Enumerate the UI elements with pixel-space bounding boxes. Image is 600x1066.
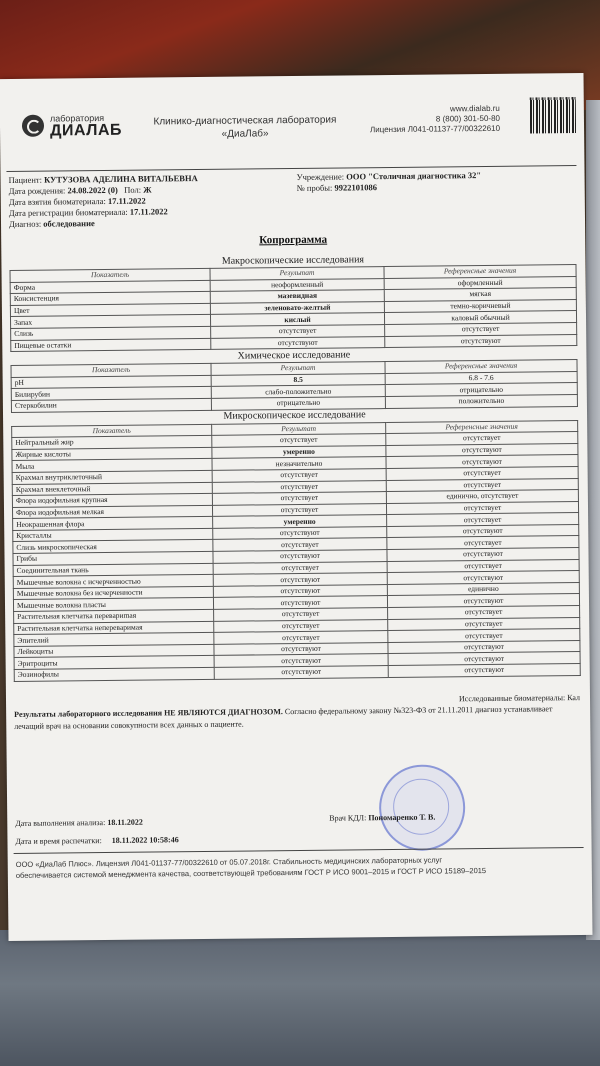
analysis-date-value: 18.11.2022	[107, 817, 143, 827]
param-name: Нейтральный жир	[12, 436, 212, 450]
result-value: отсутствуют	[213, 550, 387, 563]
reference-value: отсутствует	[385, 323, 577, 337]
biomaterial-note: Исследованные биоматериалы: Кал	[458, 693, 581, 704]
result-value: отсутствуют	[211, 336, 385, 349]
param-name: Билирубин	[11, 387, 211, 401]
patient-name-value: КУТУЗОВА АДЕЛИНА ВИТАЛЬЕВНА	[44, 173, 198, 185]
result-value: отрицательно	[211, 396, 385, 409]
reference-value: единично	[387, 582, 579, 596]
reference-value: единично, отсутствует	[386, 490, 578, 504]
result-value: отсутствует	[214, 631, 388, 644]
result-value: незначительно	[212, 457, 386, 470]
lab-report-sheet	[0, 73, 592, 941]
column-header-reference: Референсные значения	[385, 360, 577, 374]
background-jeans	[0, 930, 600, 1066]
param-name: Соединительная ткань	[13, 563, 213, 577]
reference-value: отсутствуют	[388, 664, 580, 678]
print-value: 18.11.2022 10:58:46	[111, 835, 179, 845]
result-value: отсутствует	[212, 503, 386, 516]
section-title: Микроскопическое исследование	[223, 409, 366, 422]
param-name: Кристаллы	[13, 528, 213, 542]
diagnosis	[9, 218, 95, 229]
legal-line2: обеспечивается системой менеджмента качества, соответствующей требованиям ГОСТ Р ИСО 9001–2015 и ГОСТ Р ИСО 15189–2015	[15, 866, 487, 880]
analysis-date-label: Дата выполнения анализа:	[15, 818, 106, 828]
section-title: Химическое исследование	[237, 349, 351, 362]
result-value: отсутствуют	[213, 584, 387, 597]
reference-value: отсутствует	[387, 536, 579, 550]
param-name: Растительная клетчатка перевариmая	[14, 609, 214, 623]
result-value: отсутствуют	[213, 573, 387, 586]
param-name: Крахмал внутриклеточный	[12, 470, 212, 484]
reference-value: отсутствуют	[385, 334, 577, 348]
lab-title-line1: Клинико-диагностическая лаборатория	[153, 114, 337, 128]
sex-label: Пол:	[124, 184, 142, 195]
reference-value: отсутствует	[386, 466, 578, 480]
column-header-param: Показатель	[10, 268, 210, 282]
sample-taken	[9, 196, 146, 207]
birth-label: Дата рождения:	[8, 185, 66, 196]
reference-value: отсутствуют	[387, 524, 579, 538]
laboratory-stamp	[379, 764, 466, 851]
reference-value: отсутствуют	[386, 455, 578, 469]
param-name: Пищевые остатки	[11, 338, 211, 352]
result-value: кислый	[210, 313, 384, 326]
analysis-date	[15, 818, 143, 828]
column-header-result: Результат	[212, 422, 386, 435]
sample-value: 9922101086	[334, 182, 378, 193]
result-value: отсутствуют	[214, 642, 388, 655]
column-header-param: Показатель	[11, 364, 211, 378]
param-name: Лейкоциты	[14, 644, 214, 658]
section-title: Макроскопические исследования	[221, 253, 365, 267]
taken-value: 17.11.2022	[107, 195, 146, 206]
result-value: неоформленный	[210, 278, 384, 291]
param-name: Мышечные волокна пласты	[13, 598, 213, 612]
result-value: отсутствует	[213, 561, 387, 574]
institution	[296, 170, 481, 182]
reference-value: отсутствует	[386, 432, 578, 446]
legal-notice	[16, 853, 576, 881]
patient-name-label: Пациент:	[8, 174, 43, 185]
report-header	[0, 73, 584, 165]
result-value: отсутствует	[212, 492, 386, 505]
barcode-icon	[530, 97, 576, 133]
param-name: Эритроциты	[14, 656, 214, 670]
registered-value: 17.11.2022	[129, 206, 168, 217]
result-value: отсутствует	[212, 468, 386, 481]
result-value: отсутствует	[214, 619, 388, 632]
doctor-value: Пономаренко Т. В.	[368, 812, 436, 823]
patient-name	[9, 173, 198, 185]
param-name: Мышечные волокна без исчерченности	[13, 586, 213, 600]
param-name: Консистенция	[10, 292, 210, 306]
param-name: Жирные кислоты	[12, 447, 212, 461]
lab-contacts	[360, 104, 500, 135]
reference-value: мягкая	[384, 288, 576, 302]
result-value: слабо-положительно	[211, 385, 385, 398]
lab-license: Лицензия Л041-01137-77/00322610	[369, 123, 501, 135]
lab-website: www.dialab.ru	[449, 103, 500, 114]
reference-value: темно-коричневый	[384, 299, 576, 313]
result-value: отсутствует	[214, 608, 388, 621]
result-value: отсутствуют	[213, 526, 387, 539]
reference-value: отсутствует	[388, 629, 580, 643]
reference-value: отсутствуют	[387, 548, 579, 562]
doctor	[329, 813, 435, 823]
param-name: Слизь микроскопическая	[13, 540, 213, 554]
result-value: отсутствует	[213, 538, 387, 551]
reference-value: отсутствуют	[387, 571, 579, 585]
param-name: Запах	[10, 315, 210, 329]
lab-title	[150, 114, 340, 142]
registered-label: Дата регистрации биоматериала:	[8, 206, 128, 218]
param-name: Растительная клетчатка непереваримая	[14, 621, 214, 635]
param-name: Грибы	[13, 551, 213, 565]
institution-value: ООО "Столичная диагностика 32"	[346, 170, 482, 182]
result-value: умеренно	[213, 515, 387, 528]
reference-value: отсутствует	[387, 513, 579, 527]
logo-subtitle: лаборатория	[49, 112, 105, 124]
reference-value: отсутствует	[388, 606, 580, 620]
reference-value: каловый обычный	[384, 311, 576, 325]
column-header-result: Результат	[210, 267, 384, 280]
disclaimer	[14, 703, 580, 733]
reference-value: положительно	[385, 394, 577, 408]
print-label: Дата и время распечатки:	[15, 836, 102, 846]
patient-birth	[9, 184, 152, 195]
diagnosis-label: Диагноз:	[8, 218, 42, 229]
reference-value: 6.8 - 7.6	[385, 371, 577, 385]
reference-value: отсутствуют	[388, 640, 580, 654]
result-value: умеренно	[212, 445, 386, 458]
result-value: отсутствует	[212, 480, 386, 493]
column-header-param: Показатель	[12, 424, 212, 438]
institution-label: Учреждение:	[296, 171, 345, 182]
reference-value: оформленный	[384, 276, 576, 290]
param-name: Флора иодофильная мелкая	[12, 505, 212, 519]
param-name: Эозинофилы	[14, 667, 214, 681]
param-name: Слизь	[11, 326, 211, 340]
param-name: Мыла	[12, 459, 212, 473]
result-value: отсутствует	[211, 325, 385, 338]
taken-label: Дата взятия биоматериала:	[8, 195, 106, 207]
reference-value: отсутствуют	[387, 594, 579, 608]
result-value: отсутствуют	[213, 596, 387, 609]
result-value: зеленовато-желтый	[210, 301, 384, 314]
results-table	[9, 251, 580, 682]
print-datetime	[15, 835, 178, 846]
reference-value: отрицательно	[385, 383, 577, 397]
column-header-reference: Референсные значения	[386, 420, 578, 434]
result-value: отсутствует	[212, 434, 386, 447]
sample-label: № пробы:	[296, 182, 333, 193]
reference-value: отсутствует	[388, 617, 580, 631]
result-value: отсутствуют	[214, 654, 388, 667]
param-name: pH	[11, 375, 211, 389]
result-value: мазевидная	[210, 290, 384, 303]
legal-line1: ООО «ДиаЛаб Плюс». Лицензия Л041-01137-77/00322610 от 05.07.2018г. Стабильность медицинских лабораторных услуг	[15, 855, 443, 869]
result-value: 8.5	[211, 373, 385, 386]
sample-registered	[9, 206, 168, 218]
reference-value: отсутствует	[386, 478, 578, 492]
reference-value: отсутствует	[386, 501, 578, 515]
lab-phone: 8 (800) 301-50-80	[435, 113, 500, 124]
disclaimer-bold: Результаты лабораторного исследования НЕ ЯВЛЯЮТСЯ ДИАГНОЗОМ.	[14, 707, 283, 719]
reference-value: отсутствуют	[388, 652, 580, 666]
param-name: Форма	[10, 280, 210, 294]
doctor-label: Врач КДЛ:	[329, 813, 367, 823]
sex-value: Ж	[143, 184, 152, 195]
param-name: Стеркобилин	[11, 398, 211, 412]
birth-value: 24.08.2022 (0)	[67, 184, 118, 196]
disclaimer-text: Согласно федеральному закону №323-ФЗ от 21.11.2011 диагноз устанавливает лечащий врач на основании совокупности всех данных о пациенте.	[14, 704, 553, 731]
sample-number	[297, 182, 377, 193]
param-name: Флора иодофильная крупная	[12, 493, 212, 507]
header-divider	[6, 165, 576, 172]
param-name: Мышечные волокна с исчерченностью	[13, 575, 213, 589]
dialab-logo-icon	[22, 115, 44, 137]
column-header-result: Результат	[211, 362, 385, 375]
reference-value: отсутствует	[387, 559, 579, 573]
results-table-body	[10, 251, 580, 681]
param-name: Крахмал внеклеточный	[12, 482, 212, 496]
document-title: Копрограмма	[259, 233, 328, 247]
reference-value: отсутствуют	[386, 443, 578, 457]
logo-title: ДИАЛАБ	[49, 121, 123, 140]
param-name: Неокрашенная флора	[13, 517, 213, 531]
diagnosis-value: обследование	[43, 218, 95, 229]
param-name: Цвет	[10, 303, 210, 317]
param-name: Эпителий	[14, 633, 214, 647]
column-header-reference: Референсные значения	[384, 265, 576, 279]
lab-title-line2: «ДиаЛаб»	[221, 128, 269, 140]
result-value: отсутствуют	[214, 666, 388, 679]
